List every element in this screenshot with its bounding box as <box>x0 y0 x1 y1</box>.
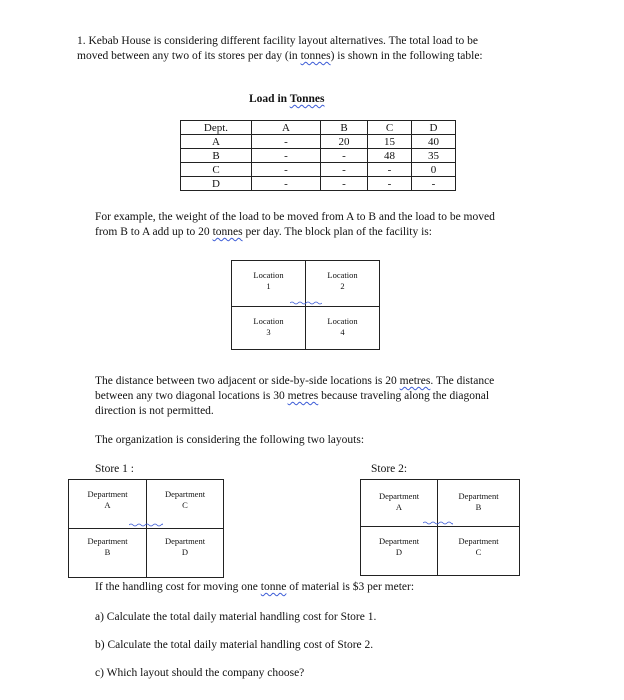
block-plan-hdivider <box>232 306 379 307</box>
table-header-cell: Dept. <box>181 121 252 135</box>
store-1-hdivider <box>69 528 223 529</box>
store-1-title: Store 1 : <box>95 463 134 475</box>
table-header-row <box>181 121 456 135</box>
table-title-word: Tonnes <box>289 93 325 105</box>
table-cell: - <box>252 149 321 163</box>
store-2-dept-d-letter: D <box>395 547 403 557</box>
cost-line-pre: If the handling cost for moving one <box>95 581 261 593</box>
table-cell: B <box>181 149 252 163</box>
table-cell: 48 <box>368 149 412 163</box>
location-2-number: 2 <box>340 281 345 291</box>
distance-paragraph <box>95 374 615 419</box>
distance-line-1-word: metres <box>399 375 431 387</box>
location-1-label: Location <box>253 270 284 280</box>
location-2 <box>306 270 379 292</box>
table-row <box>181 135 456 149</box>
question-line-1: 1. Kebab House is considering different facility layout alternatives. The total load to be <box>77 35 479 47</box>
store-2-dept-c <box>438 536 519 558</box>
distance-line-1 <box>95 374 615 389</box>
location-3-number: 3 <box>266 327 271 337</box>
table-cell: C <box>181 163 252 177</box>
table-cell: 0 <box>412 163 456 177</box>
table-cell: - <box>412 177 456 191</box>
distance-line-3: direction is not permitted. <box>95 405 214 417</box>
question-line-2-pre: moved between any two of its stores per day (in <box>77 50 301 62</box>
distance-line-2 <box>95 389 615 404</box>
cost-line <box>95 580 414 595</box>
layouts-intro: The organization is considering the following two layouts: <box>95 434 365 446</box>
store-1-dept-d-letter: D <box>181 547 189 557</box>
distance-line-1-pre: The distance between two adjacent or side-by-side locations is 20 <box>95 375 400 387</box>
spellcheck-squiggle-icon <box>423 521 453 525</box>
table-cell: - <box>368 177 412 191</box>
question-line-2 <box>77 49 617 64</box>
table-header-cell: B <box>321 121 368 135</box>
store-1-dept-a-label: Department <box>87 489 128 499</box>
example-line-2-word: tonnes <box>212 226 243 238</box>
store-1-dept-c <box>147 489 223 511</box>
example-line-2-pre: from B to A add up to 20 <box>95 226 213 238</box>
store-2-dept-a <box>361 491 437 513</box>
table-header-cell: A <box>252 121 321 135</box>
store-2-dept-a-letter: A <box>395 502 403 512</box>
question-line-2-word: tonnes <box>300 50 331 62</box>
location-4-number: 4 <box>340 327 345 337</box>
table-row <box>181 163 456 177</box>
table-cell: - <box>321 163 368 177</box>
question-line-2-post: ) is shown in the following table: <box>330 50 483 62</box>
question-c: c) Which layout should the company choose? <box>95 667 305 679</box>
location-1 <box>232 270 305 292</box>
example-line-1: For example, the weight of the load to be moved from A to B and the load to be moved <box>95 211 495 223</box>
store-2-dept-c-label: Department <box>458 536 499 546</box>
table-row <box>181 149 456 163</box>
table-title-pre: Load in <box>249 93 290 105</box>
table-cell: - <box>252 163 321 177</box>
table-cell: 15 <box>368 135 412 149</box>
store-1-dept-b <box>69 536 146 558</box>
store-1-dept-d-label: Department <box>164 536 206 546</box>
store-2-layout <box>360 479 520 576</box>
question-a: a) Calculate the total daily material handling cost for Store 1. <box>95 611 377 623</box>
store-2-dept-b-label: Department <box>458 491 499 501</box>
distance-line-2-word: metres <box>287 390 319 402</box>
location-2-label: Location <box>327 270 358 280</box>
table-cell: - <box>252 135 321 149</box>
store-2-hdivider <box>361 526 519 527</box>
store-1-dept-c-label: Department <box>164 489 206 499</box>
table-header-cell: D <box>412 121 456 135</box>
store-1-dept-b-letter: B <box>104 547 111 557</box>
store-2-dept-c-letter: C <box>475 547 482 557</box>
store-2-dept-b-letter: B <box>475 502 482 512</box>
question-intro <box>77 34 617 64</box>
example-paragraph <box>95 210 615 240</box>
spellcheck-squiggle-icon <box>129 523 163 527</box>
location-4 <box>306 316 379 338</box>
table-row <box>181 177 456 191</box>
distance-line-1-post: . The distance <box>430 375 495 387</box>
cost-line-post: of material is $3 per meter: <box>286 581 415 593</box>
example-line-2-post: per day. The block plan of the facility is: <box>242 226 432 238</box>
distance-line-2-pre: between any two diagonal locations is 30 <box>95 390 288 402</box>
store-1-dept-a-letter: A <box>104 500 111 510</box>
table-cell: - <box>252 177 321 191</box>
store-1-dept-d <box>147 536 223 558</box>
store-2-dept-d <box>361 536 437 558</box>
load-table-grid <box>180 120 456 191</box>
table-cell: A <box>181 135 252 149</box>
table-cell: 40 <box>412 135 456 149</box>
table-cell: 20 <box>321 135 368 149</box>
store-2-dept-a-label: Department <box>378 491 420 501</box>
table-title <box>249 92 324 107</box>
table-cell: 35 <box>412 149 456 163</box>
location-3 <box>232 316 305 338</box>
spellcheck-squiggle-icon <box>290 301 322 305</box>
table-cell: - <box>321 177 368 191</box>
table-header-cell: C <box>368 121 412 135</box>
store-2-title: Store 2: <box>371 463 408 475</box>
table-cell: D <box>181 177 252 191</box>
location-1-number: 1 <box>266 281 271 291</box>
question-b: b) Calculate the total daily material handling cost of Store 2. <box>95 639 374 651</box>
store-2-dept-d-label: Department <box>378 536 420 546</box>
store-1-dept-c-letter: C <box>182 500 188 510</box>
store-1-dept-b-label: Department <box>87 536 128 546</box>
store-2-dept-b <box>438 491 519 513</box>
distance-line-2-post: because traveling along the diagonal <box>318 390 490 402</box>
block-plan <box>231 260 380 350</box>
cost-line-word: tonne <box>260 581 287 593</box>
location-3-label: Location <box>253 316 284 326</box>
table-cell: - <box>321 149 368 163</box>
location-4-label: Location <box>327 316 358 326</box>
example-line-2 <box>95 225 615 240</box>
table-cell: - <box>368 163 412 177</box>
store-1-dept-a <box>69 489 146 511</box>
store-1-layout <box>68 479 224 578</box>
load-table <box>180 120 456 191</box>
